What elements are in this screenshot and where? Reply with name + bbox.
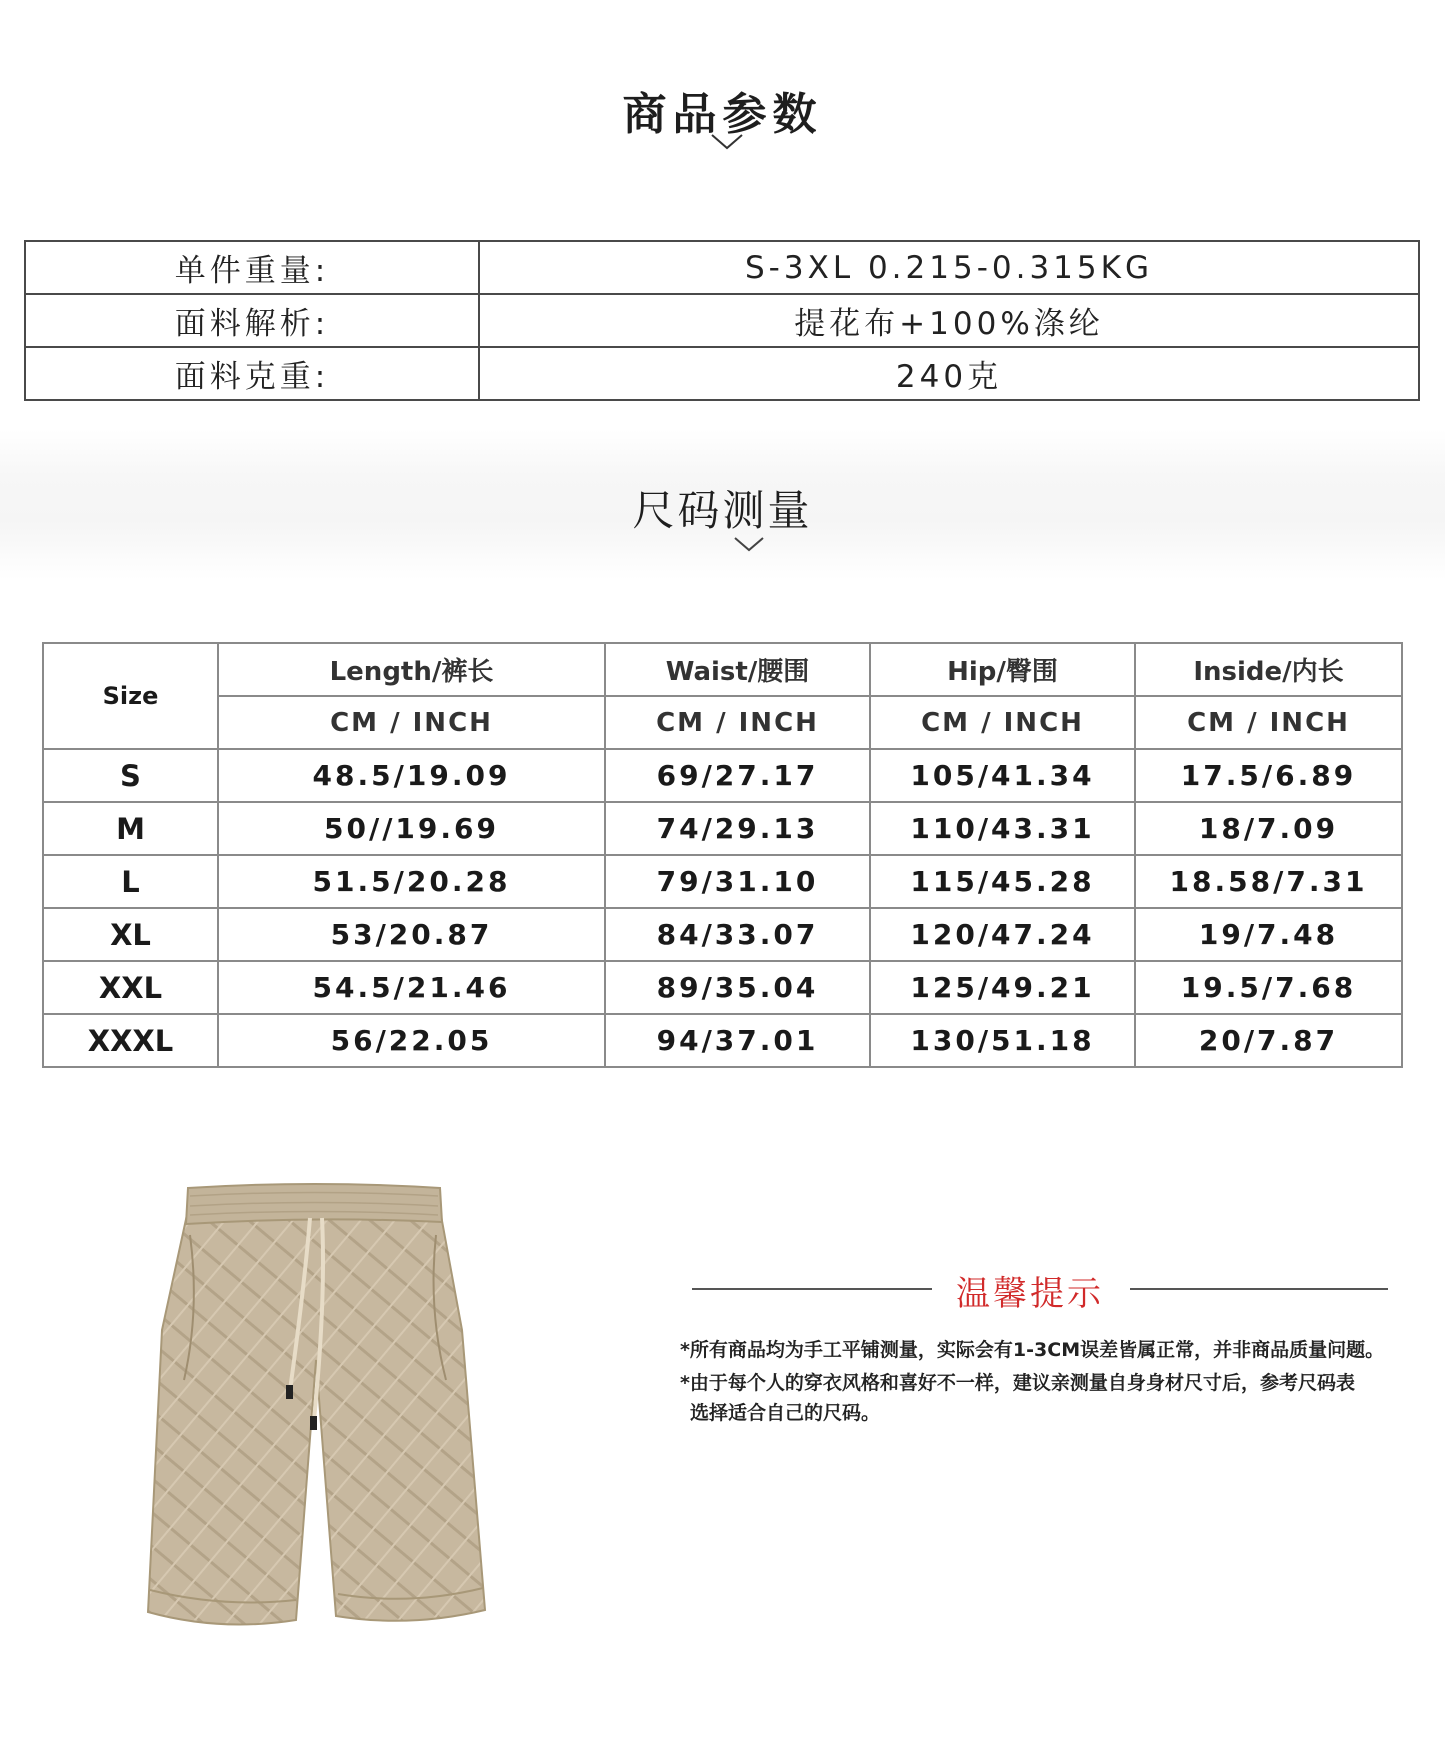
value-cell: 18.58/7.31 — [1135, 855, 1402, 908]
tips-divider-left — [692, 1288, 932, 1290]
tip-text: *所有商品均为手工平铺测量，实际会有1-3CM误差皆属正常，并非商品质量问题。 — [680, 1339, 1385, 1361]
value-cell: 105/41.34 — [870, 749, 1135, 802]
value-cell: 79/31.10 — [605, 855, 870, 908]
column-header: Length/裤长 — [218, 643, 605, 696]
value-cell: 89/35.04 — [605, 961, 870, 1014]
param-label: 面料解析: — [25, 294, 479, 347]
unit-label: CM / INCH — [605, 696, 870, 749]
value-cell: 74/29.13 — [605, 802, 870, 855]
params-row — [25, 294, 1419, 347]
table-row — [43, 855, 1402, 908]
unit-label: CM / INCH — [870, 696, 1135, 749]
chevron-down-icon — [733, 535, 765, 553]
value-cell: 110/43.31 — [870, 802, 1135, 855]
param-value: 240克 — [479, 347, 1419, 400]
size-cell: XXL — [43, 961, 218, 1014]
unit-row — [43, 696, 1402, 749]
param-value: 提花布+100%涤纶 — [479, 294, 1419, 347]
chevron-down-icon — [710, 132, 744, 152]
value-cell: 69/27.17 — [605, 749, 870, 802]
value-cell: 17.5/6.89 — [1135, 749, 1402, 802]
value-cell: 18/7.09 — [1135, 802, 1402, 855]
column-header: Waist/腰围 — [605, 643, 870, 696]
value-cell: 94/37.01 — [605, 1014, 870, 1067]
value-cell: 125/49.21 — [870, 961, 1135, 1014]
size-section-title: 尺码测量 — [632, 486, 813, 535]
param-label: 面料克重: — [25, 347, 479, 400]
table-row — [43, 802, 1402, 855]
tips-divider-right — [1130, 1288, 1388, 1290]
params-row — [25, 241, 1419, 294]
size-header-row — [43, 643, 1402, 696]
tip-text: 选择适合自己的尺码。 — [690, 1402, 881, 1424]
table-row — [43, 961, 1402, 1014]
value-cell: 20/7.87 — [1135, 1014, 1402, 1067]
size-cell: XXXL — [43, 1014, 218, 1067]
table-row — [43, 1014, 1402, 1067]
value-cell: 56/22.05 — [218, 1014, 605, 1067]
unit-label: CM / INCH — [1135, 696, 1402, 749]
value-cell: 130/51.18 — [870, 1014, 1135, 1067]
size-cell: XL — [43, 908, 218, 961]
size-chart-table — [42, 642, 1403, 1068]
size-cell: M — [43, 802, 218, 855]
size-column-header: Size — [43, 643, 218, 749]
column-header: Inside/内长 — [1135, 643, 1402, 696]
table-row — [43, 749, 1402, 802]
value-cell: 53/20.87 — [218, 908, 605, 961]
tip-text: *由于每个人的穿衣风格和喜好不一样，建议亲测量自身身材尺寸后，参考尺码表 — [680, 1372, 1355, 1394]
value-cell: 51.5/20.28 — [218, 855, 605, 908]
size-cell: L — [43, 855, 218, 908]
value-cell: 48.5/19.09 — [218, 749, 605, 802]
param-label: 单件重量: — [25, 241, 479, 294]
column-header: Hip/臀围 — [870, 643, 1135, 696]
size-cell: S — [43, 749, 218, 802]
params-section-title: 商品参数 — [622, 89, 823, 140]
params-table — [24, 240, 1420, 401]
table-row — [43, 908, 1402, 961]
value-cell: 120/47.24 — [870, 908, 1135, 961]
params-row — [25, 347, 1419, 400]
value-cell: 54.5/21.46 — [218, 961, 605, 1014]
product-shorts-image — [140, 1180, 490, 1640]
param-value: S-3XL 0.215-0.315KG — [479, 241, 1419, 294]
value-cell: 19.5/7.68 — [1135, 961, 1402, 1014]
tips-title: 温馨提示 — [956, 1274, 1104, 1314]
value-cell: 50//19.69 — [218, 802, 605, 855]
value-cell: 19/7.48 — [1135, 908, 1402, 961]
unit-label: CM / INCH — [218, 696, 605, 749]
value-cell: 115/45.28 — [870, 855, 1135, 908]
value-cell: 84/33.07 — [605, 908, 870, 961]
